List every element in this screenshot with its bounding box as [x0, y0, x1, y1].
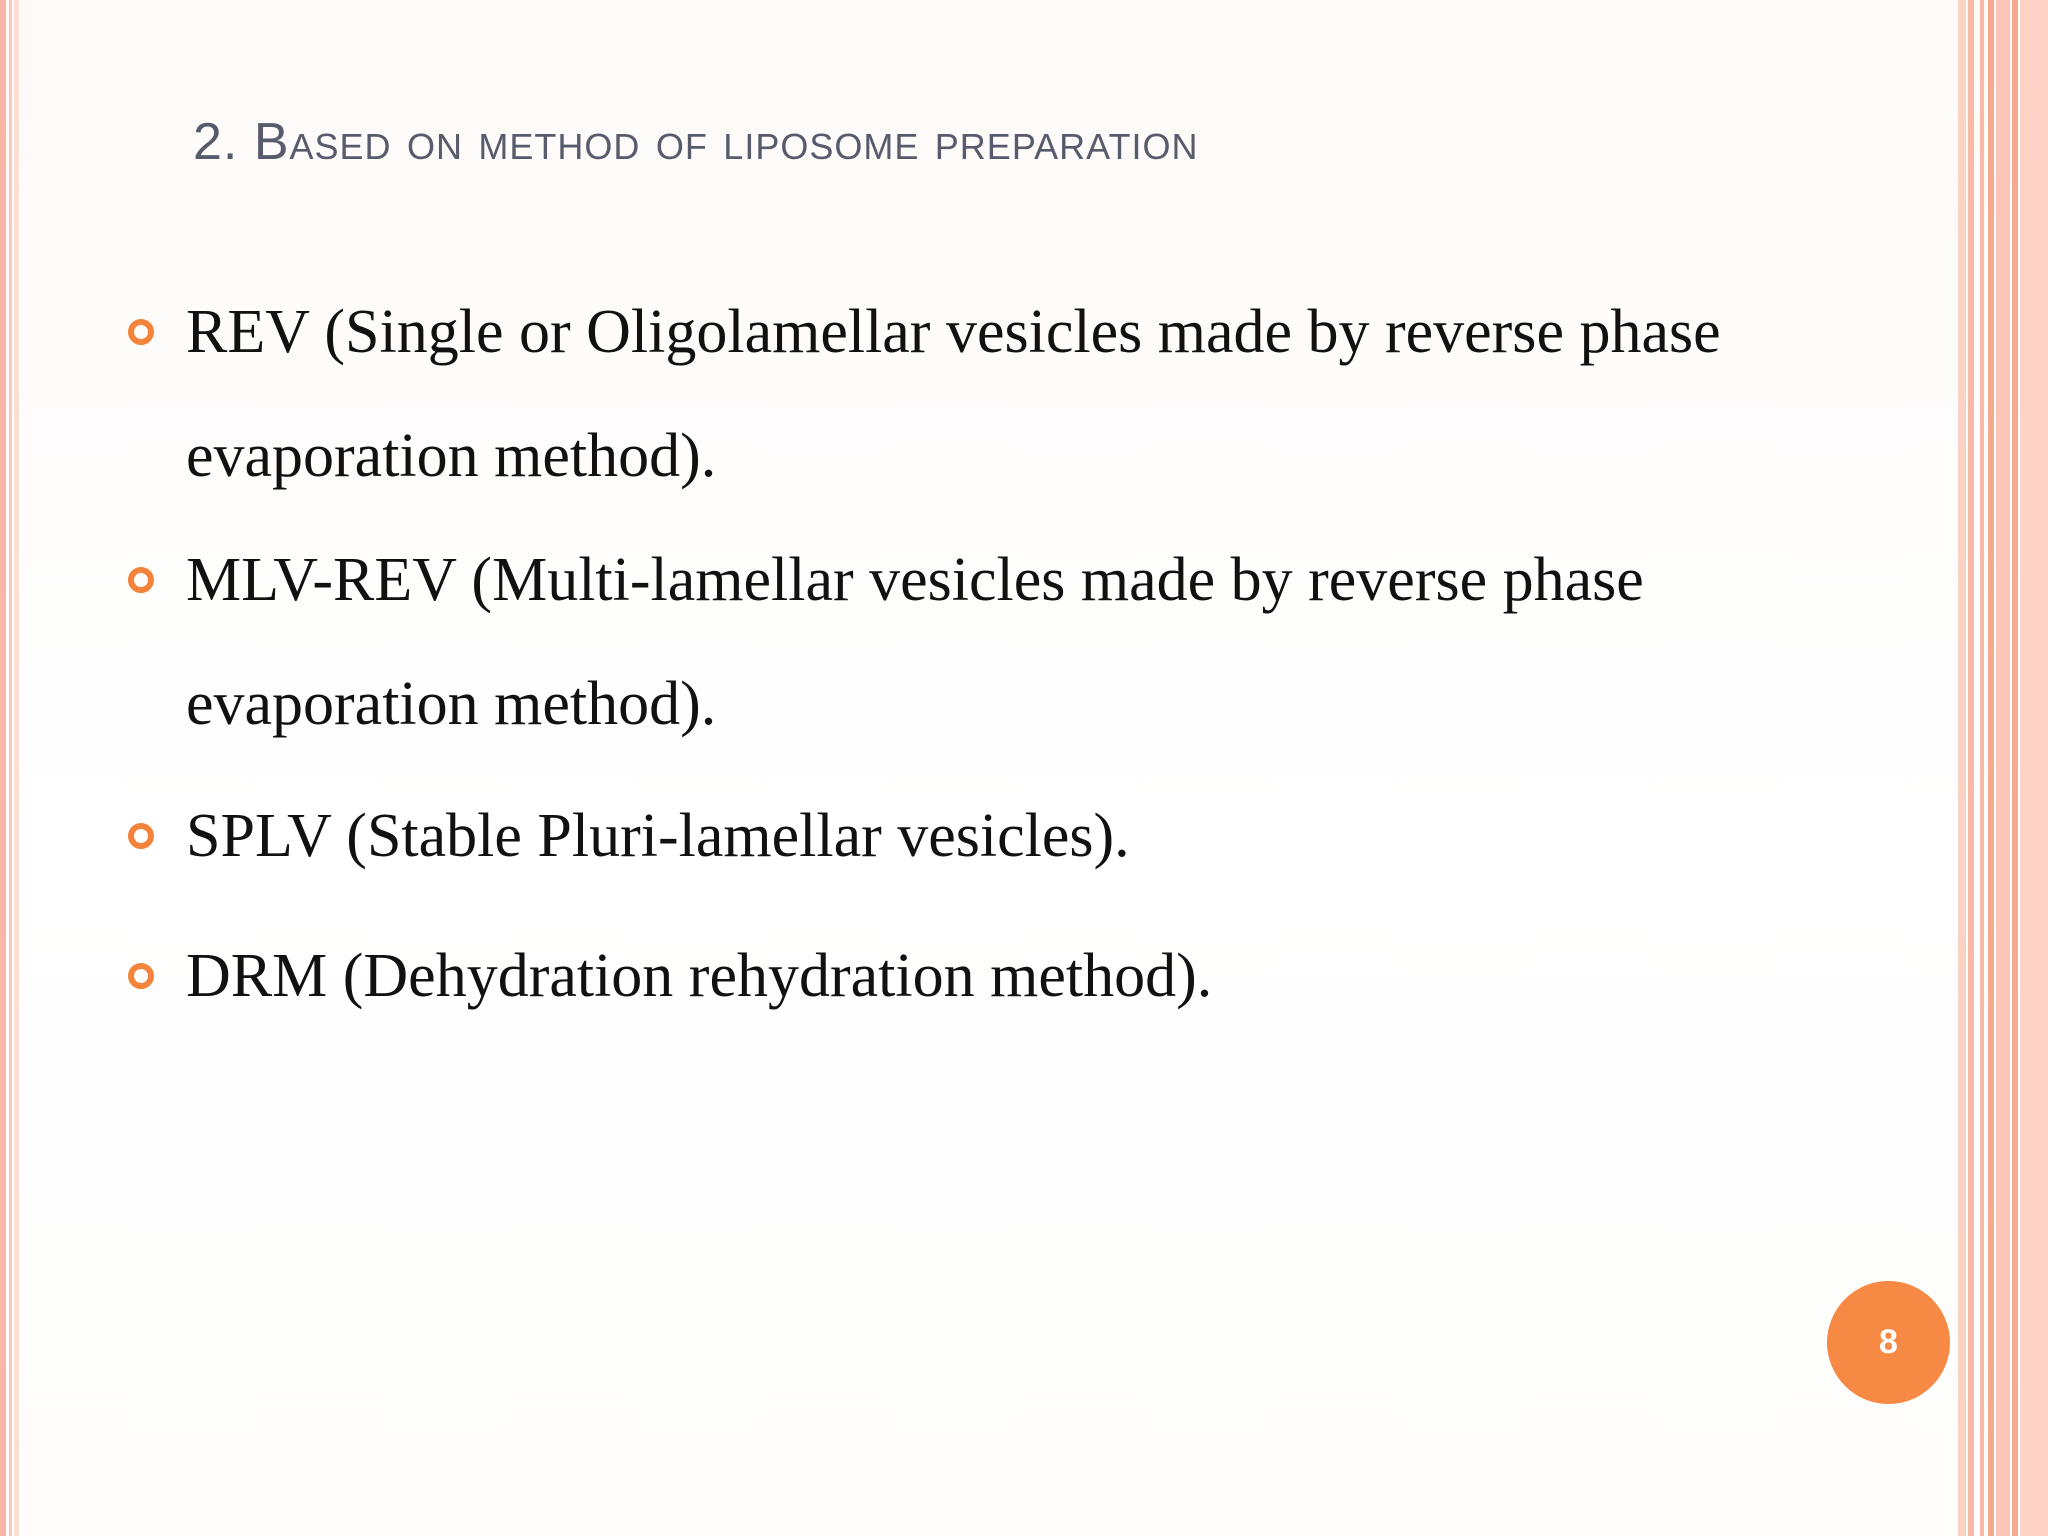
right-border-stripe	[1988, 0, 1994, 1536]
right-border-stripe	[2012, 0, 2018, 1536]
circle-bullet-icon	[128, 963, 154, 989]
page-number-badge	[1827, 1281, 1950, 1404]
circle-bullet-icon	[128, 823, 154, 849]
bullet-item	[128, 906, 1778, 1046]
left-border-stripe	[0, 0, 6, 1536]
bullet-text: SPLV (Stable Pluri-lamellar vesicles).	[186, 802, 1130, 870]
page-number: 8	[1879, 1323, 1898, 1361]
right-border-stripe	[2020, 0, 2048, 1536]
bullet-text: MLV-REV (Multi-lamellar vesicles made by reverse phase evaporation method).	[186, 546, 1644, 738]
left-border-stripe	[9, 0, 12, 1536]
slide-title: 2. Based on method of liposome preparation	[193, 113, 1199, 171]
bullet-item	[128, 270, 1778, 518]
bullet-list	[128, 270, 1778, 1046]
bullet-item	[128, 518, 1778, 766]
right-border-stripe	[1980, 0, 1984, 1536]
right-border-stripe	[1958, 0, 1966, 1536]
circle-bullet-icon	[128, 567, 154, 593]
bullet-text: REV (Single or Oligolamellar vesicles made by reverse phase evaporation method).	[186, 298, 1721, 490]
right-border-stripe	[1968, 0, 1974, 1536]
circle-bullet-icon	[128, 319, 154, 345]
right-border-stripe	[1996, 0, 2010, 1536]
bullet-text: DRM (Dehydration rehydration method).	[186, 942, 1213, 1010]
left-border-stripe	[14, 0, 19, 1536]
bullet-item	[128, 766, 1778, 906]
